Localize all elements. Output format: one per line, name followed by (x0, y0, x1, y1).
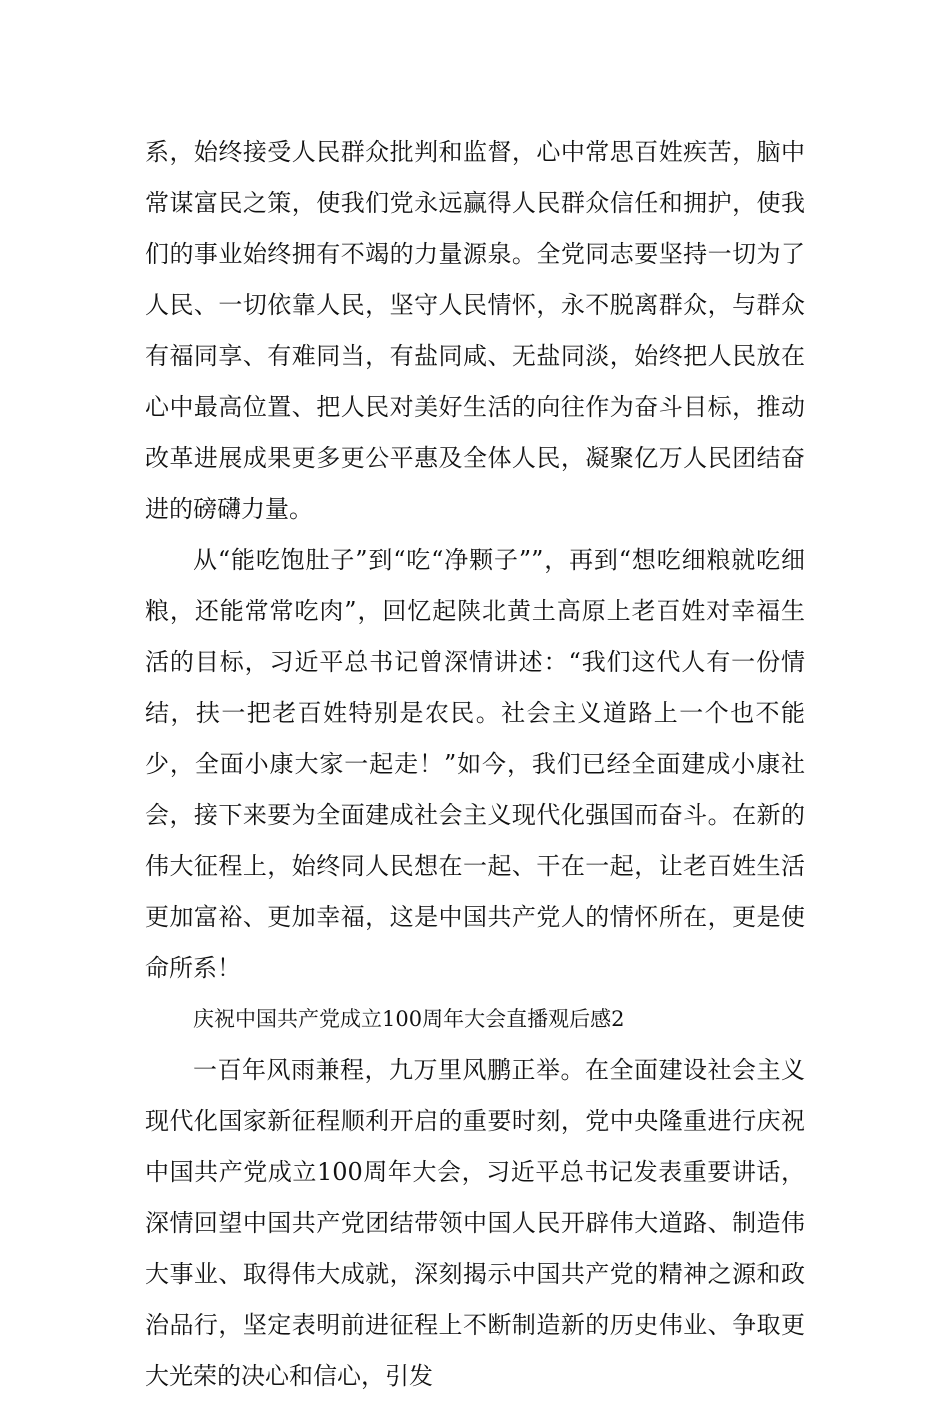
paragraph-food-story: 从“能吃饱肚子”到“吃“净颗子””，再到“想吃细粮就吃细粮，还能常常吃肉”，回忆起陕北黄土高原上老百姓对幸福生活的目标，习近平总书记曾深情讲述：“我们这代人有一份情结，扶一把老百姓特别是农民。社会主义道路上一个也不能少，全面小康大家一起走！”如今，我们已经全面建成小康社会，接下来要为全面建成社会主义现代化强国而奋斗。在新的伟大征程上，始终同人民想在一起、干在一起，让老百姓生活更加富裕、更加幸福，这是中国共产党人的情怀所在，更是使命所系！ (145, 546, 805, 982)
section-heading: 庆祝中国共产党成立100周年大会直播观后感2 (193, 1007, 625, 1031)
paragraph-continuation: 系，始终接受人民群众批判和监督，心中常思百姓疾苦，脑中常谋富民之策，使我们党永远赢得人民群众信任和拥护，使我们的事业始终拥有不竭的力量源泉。全党同志要坚持一切为了人民、一切依靠人民，坚守人民情怀，永不脱离群众，与群众有福同享、有难同当，有盐同咸、无盐同淡，始终把人民放在心中最高位置、把人民对美好生活的向往作为奋斗目标，推动改革进展成果更多更公平惠及全体人民，凝聚亿万人民团结奋进的磅礴力量。 (145, 138, 805, 523)
document-body (145, 127, 805, 1402)
paragraph-centenary: 一百年风雨兼程，九万里风鹏正举。在全面建设社会主义现代化国家新征程顺利开启的重要时刻，党中央隆重进行庆祝中国共产党成立100周年大会，习近平总书记发表重要讲话，深情回望中国共产党团结带领中国人民开辟伟大道路、制造伟大事业、取得伟大成就，深刻揭示中国共产党的精神之源和政治品行，坚定表明前进征程上不断制造新的历史伟业、争取更大光荣的决心和信心，引发 (145, 1056, 805, 1390)
